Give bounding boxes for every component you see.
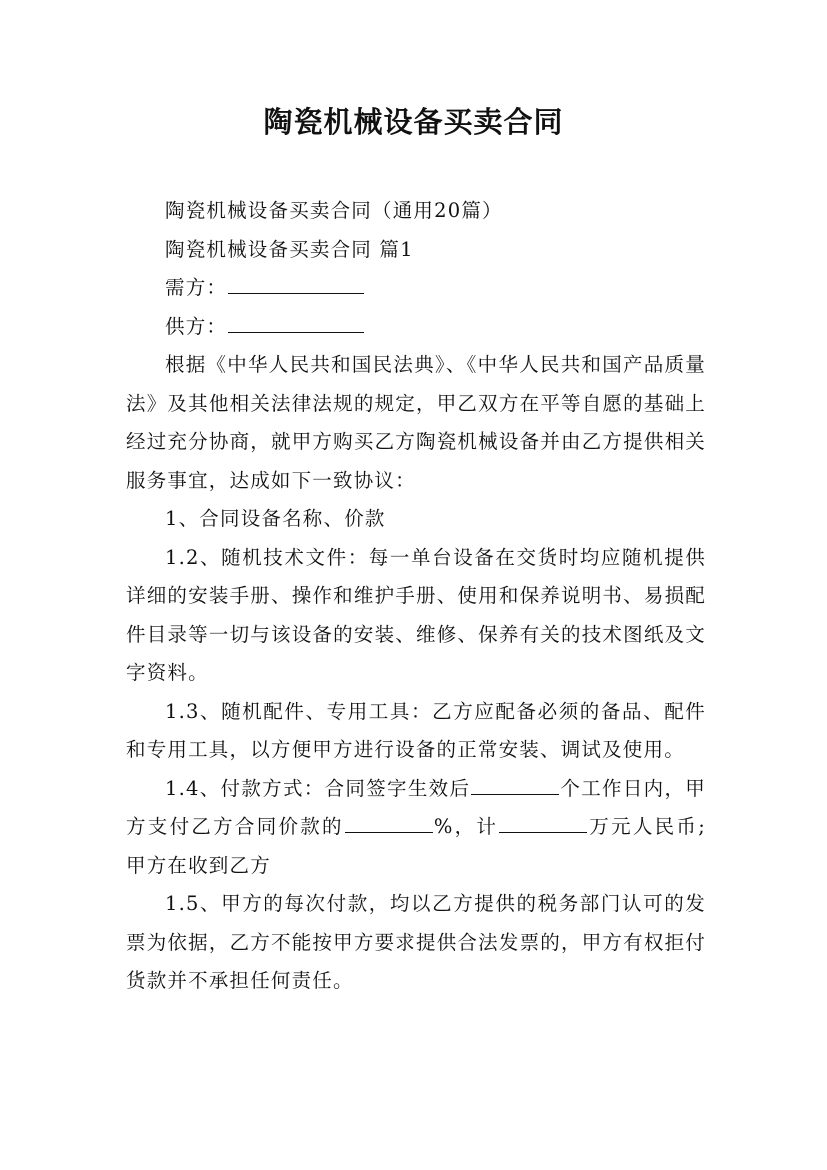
clause-1: 1、合同设备名称、价款 bbox=[165, 507, 386, 530]
clause-1-2: 1.2、随机技术文件：每一单台设备在交货时均应随机提供详细的安装手册、操作和维护手册、使用和保养说明书、易损配件目录等一切与该设备的安装、维修、保养有关的技术图纸及文字资料。 bbox=[126, 545, 706, 684]
buyer-label: 需方： bbox=[165, 276, 228, 299]
document-body bbox=[126, 192, 706, 1001]
percent-blank bbox=[345, 814, 433, 833]
workdays-blank bbox=[471, 776, 559, 795]
clause-1-4-part4: 万元人民币;甲方在收到乙方 bbox=[126, 815, 706, 877]
section-heading: 陶瓷机械设备买卖合同 篇1 bbox=[165, 237, 414, 261]
intro-paragraph: 根据《中华人民共和国民法典》、《中华人民共和国产品质量法》及其他相关法律法规的规定，甲乙双方在平等自愿的基础上经过充分协商，就甲方购买乙方陶瓷机械设备并由乙方提供相关服务事宜，达成如下一致协议： bbox=[126, 353, 706, 492]
amount-blank bbox=[499, 814, 587, 833]
supplier-line bbox=[126, 308, 706, 347]
clause-1-4 bbox=[126, 770, 706, 886]
document-title: 陶瓷机械设备买卖合同 bbox=[263, 105, 564, 139]
supplier-label: 供方： bbox=[165, 314, 228, 338]
buyer-line bbox=[126, 269, 706, 308]
supplier-blank bbox=[228, 314, 364, 333]
clause-1-5: 1.5、甲方的每次付款，均以乙方提供的税务部门认可的发票为依据，乙方不能按甲方要求提供合法发票的，甲方有权拒付货款并不承担任何责任。 bbox=[126, 892, 706, 992]
buyer-blank bbox=[228, 275, 364, 294]
clause-1-4-part1: 1.4、付款方式：合同签字生效后 bbox=[165, 776, 471, 800]
clause-1-4-part2: 个工作日内，甲方支付乙方合同价款的 bbox=[126, 776, 706, 838]
clause-1-4-part3: %，计 bbox=[433, 815, 499, 838]
document-subtitle: 陶瓷机械设备买卖合同（通用20篇） bbox=[165, 199, 503, 222]
clause-1-3: 1.3、随机配件、专用工具：乙方应配备必须的备品、配件和专用工具，以方便甲方进行设备的正常安装、调试及使用。 bbox=[126, 699, 706, 761]
